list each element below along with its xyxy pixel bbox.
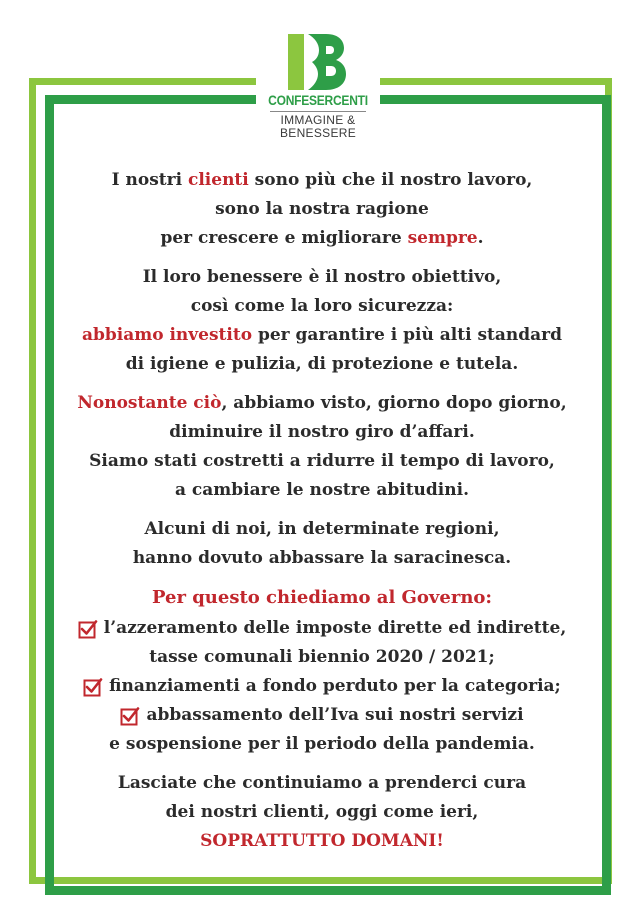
text-line bbox=[62, 389, 582, 418]
request-item-2 bbox=[62, 672, 582, 701]
checkbox-checked-icon bbox=[78, 619, 98, 639]
request-item-3-text: abbassamento dell’Iva sui nostri servizi bbox=[146, 705, 524, 725]
text-line: Siamo stati costretti a ridurre il tempo di lavoro, bbox=[89, 451, 555, 471]
logo-sub-line-2: BENESSERE bbox=[279, 126, 357, 140]
text-fragment: per crescere e migliorare bbox=[160, 228, 408, 248]
text-line: tasse comunali biennio 2020 / 2021; bbox=[149, 647, 495, 667]
request-item-1-text: l’azzeramento delle imposte dirette ed indirette, bbox=[103, 618, 567, 638]
logo bbox=[256, 28, 380, 158]
text-line bbox=[62, 321, 582, 350]
text-line: dei nostri clienti, oggi come ieri, bbox=[165, 802, 479, 822]
text-line: sono la nostra ragione bbox=[215, 199, 429, 219]
logo-divider bbox=[270, 111, 366, 112]
text-line: Lasciate che continuiamo a prenderci cura bbox=[117, 773, 527, 793]
requests-heading: Per questo chiediamo al Governo: bbox=[151, 587, 493, 608]
text-fragment: . bbox=[477, 228, 484, 248]
closing-slogan: SOPRATTUTTO DOMANI! bbox=[200, 831, 444, 851]
request-item-2-text: finanziamenti a fondo perduto per la categoria; bbox=[109, 676, 561, 696]
closing-paragraph bbox=[62, 769, 582, 856]
logo-brand-text: CONFESERCENTI bbox=[268, 92, 368, 108]
text-line: di igiene e pulizia, di protezione e tutela. bbox=[125, 354, 519, 374]
checkbox-checked-icon bbox=[120, 706, 140, 726]
highlight-clienti: clienti bbox=[187, 170, 249, 190]
letter-body bbox=[62, 166, 582, 866]
request-item-3 bbox=[62, 701, 582, 730]
text-line bbox=[62, 166, 582, 195]
text-fragment: I nostri bbox=[111, 170, 188, 190]
text-fragment: , abbiamo visto, giorno dopo giorno, bbox=[221, 393, 567, 413]
text-line: hanno dovuto abbassare la saracinesca. bbox=[132, 548, 512, 568]
request-item-1 bbox=[62, 614, 582, 643]
highlight-nonostante: Nonostante ciò bbox=[77, 393, 222, 413]
checkbox-checked-icon bbox=[83, 677, 103, 697]
text-fragment: sono più che il nostro lavoro, bbox=[248, 170, 533, 190]
paragraph-despite bbox=[62, 389, 582, 505]
text-fragment: per garantire i più alti standard bbox=[252, 325, 563, 345]
text-line: così come la loro sicurezza: bbox=[190, 296, 454, 316]
text-line bbox=[62, 224, 582, 253]
highlight-sempre: sempre bbox=[407, 228, 478, 248]
requests-section bbox=[62, 583, 582, 759]
paragraph-wellbeing bbox=[62, 263, 582, 379]
confesercenti-b-logo-icon bbox=[288, 34, 348, 90]
text-line: diminuire il nostro giro d’affari. bbox=[169, 422, 475, 442]
text-line: Il loro benessere è il nostro obiettivo, bbox=[142, 267, 502, 287]
text-line: Alcuni di noi, in determinate regioni, bbox=[144, 519, 500, 539]
highlight-abbiamo-investito: abbiamo investito bbox=[81, 325, 253, 345]
text-line: a cambiare le nostre abitudini. bbox=[175, 480, 469, 500]
paragraph-clients bbox=[62, 166, 582, 253]
text-line: e sospensione per il periodo della pandemia. bbox=[109, 734, 535, 754]
logo-sub-line-1: IMMAGINE & bbox=[280, 113, 356, 127]
paragraph-closures bbox=[62, 515, 582, 573]
